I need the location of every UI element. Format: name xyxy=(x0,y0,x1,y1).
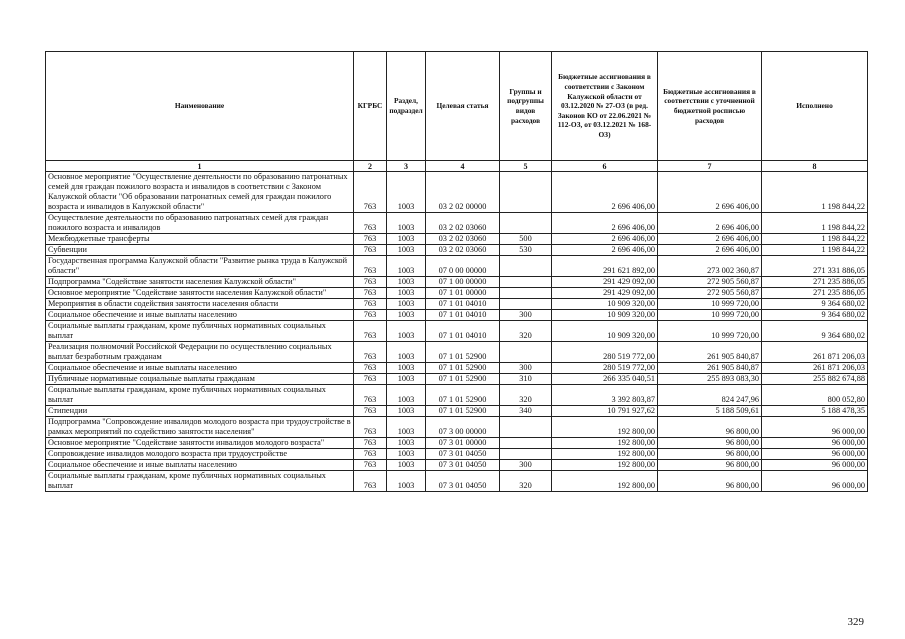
column-number: 4 xyxy=(426,161,500,172)
row-law-allocations-cell: 280 519 772,00 xyxy=(552,342,658,363)
row-target-article-cell: 07 1 01 52900 xyxy=(426,406,500,417)
row-section-cell: 1003 xyxy=(387,245,426,256)
row-section-cell: 1003 xyxy=(387,385,426,406)
table-row xyxy=(46,299,868,310)
row-expense-group-cell xyxy=(500,417,552,438)
row-name-cell: Основное мероприятие "Содействие занятости инвалидов молодого возраста" xyxy=(46,438,354,449)
row-section-cell: 1003 xyxy=(387,172,426,213)
table-row xyxy=(46,460,868,471)
row-name-cell: Социальные выплаты гражданам, кроме публичных нормативных социальных выплат xyxy=(46,321,354,342)
row-target-article-cell: 03 2 02 00000 xyxy=(426,172,500,213)
row-kgrbs-cell: 763 xyxy=(354,417,387,438)
table-row xyxy=(46,245,868,256)
row-section-cell: 1003 xyxy=(387,213,426,234)
header-law-allocations: Бюджетные ассигнования в соответствии с Законом Калужской области от 03.12.2020 № 27-ОЗ (в ред. Законов КО от 22.06.2021 № 112-ОЗ, от 03.12.2021 № 168-ОЗ) xyxy=(552,52,658,161)
row-name-cell: Социальное обеспечение и иные выплаты населению xyxy=(46,460,354,471)
column-number: 6 xyxy=(552,161,658,172)
row-section-cell: 1003 xyxy=(387,438,426,449)
row-expense-group-cell xyxy=(500,438,552,449)
row-kgrbs-cell: 763 xyxy=(354,471,387,492)
row-section-cell: 1003 xyxy=(387,374,426,385)
header-row xyxy=(46,52,868,161)
row-law-allocations-cell: 280 519 772,00 xyxy=(552,363,658,374)
header-expense-group: Группы и подгруппы видов расходов xyxy=(500,52,552,161)
table-row xyxy=(46,234,868,245)
column-number: 7 xyxy=(658,161,762,172)
row-target-article-cell: 07 1 01 52900 xyxy=(426,342,500,363)
table-row xyxy=(46,363,868,374)
column-number-row xyxy=(46,161,868,172)
row-name-cell: Основное мероприятие "Осуществление деятельности по образованию патронатных семей для граждан пожилого возраста и инвалидов в соответствии с Законом Калужской области "Об образовании патронатных семей для граждан пожилого возраста и инвалидов в Калужской области" xyxy=(46,172,354,213)
header-kgrbs: КГРБС xyxy=(354,52,387,161)
row-law-allocations-cell: 192 800,00 xyxy=(552,438,658,449)
row-refined-allocations-cell: 96 800,00 xyxy=(658,417,762,438)
row-section-cell: 1003 xyxy=(387,321,426,342)
row-law-allocations-cell: 192 800,00 xyxy=(552,449,658,460)
row-kgrbs-cell: 763 xyxy=(354,288,387,299)
column-number: 2 xyxy=(354,161,387,172)
row-expense-group-cell: 320 xyxy=(500,321,552,342)
row-executed-cell: 255 882 674,88 xyxy=(762,374,868,385)
row-target-article-cell: 07 3 00 00000 xyxy=(426,417,500,438)
row-law-allocations-cell: 291 429 092,00 xyxy=(552,277,658,288)
column-number: 1 xyxy=(46,161,354,172)
row-kgrbs-cell: 763 xyxy=(354,310,387,321)
row-target-article-cell: 07 3 01 04050 xyxy=(426,471,500,492)
row-name-cell: Социальные выплаты гражданам, кроме публичных нормативных социальных выплат xyxy=(46,471,354,492)
row-kgrbs-cell: 763 xyxy=(354,363,387,374)
table-row xyxy=(46,213,868,234)
row-name-cell: Социальные выплаты гражданам, кроме публичных нормативных социальных выплат xyxy=(46,385,354,406)
row-expense-group-cell: 300 xyxy=(500,363,552,374)
row-expense-group-cell xyxy=(500,288,552,299)
header-name: Наименование xyxy=(46,52,354,161)
row-name-cell: Осуществление деятельности по образованию патронатных семей для граждан пожилого возраста и инвалидов xyxy=(46,213,354,234)
row-section-cell: 1003 xyxy=(387,288,426,299)
row-name-cell: Основное мероприятие "Содействие занятости населения Калужской области" xyxy=(46,288,354,299)
row-expense-group-cell: 310 xyxy=(500,374,552,385)
row-section-cell: 1003 xyxy=(387,256,426,277)
header-target-article: Целевая статья xyxy=(426,52,500,161)
row-expense-group-cell: 340 xyxy=(500,406,552,417)
row-expense-group-cell xyxy=(500,256,552,277)
row-executed-cell: 271 235 886,05 xyxy=(762,288,868,299)
row-law-allocations-cell: 266 335 040,51 xyxy=(552,374,658,385)
row-section-cell: 1003 xyxy=(387,277,426,288)
column-number: 8 xyxy=(762,161,868,172)
row-refined-allocations-cell: 10 999 720,00 xyxy=(658,310,762,321)
row-executed-cell: 9 364 680,02 xyxy=(762,299,868,310)
table-row xyxy=(46,374,868,385)
row-kgrbs-cell: 763 xyxy=(354,234,387,245)
row-target-article-cell: 07 1 01 04010 xyxy=(426,310,500,321)
table-row xyxy=(46,256,868,277)
row-executed-cell: 9 364 680,02 xyxy=(762,310,868,321)
row-target-article-cell: 03 2 02 03060 xyxy=(426,245,500,256)
row-section-cell: 1003 xyxy=(387,460,426,471)
row-kgrbs-cell: 763 xyxy=(354,321,387,342)
row-name-cell: Подпрограмма "Сопровождение инвалидов молодого возраста при трудоустройстве в рамках мероприятий по содействию занятости населения" xyxy=(46,417,354,438)
row-refined-allocations-cell: 96 800,00 xyxy=(658,460,762,471)
row-target-article-cell: 07 3 01 00000 xyxy=(426,438,500,449)
header-executed: Исполнено xyxy=(762,52,868,161)
row-kgrbs-cell: 763 xyxy=(354,213,387,234)
row-name-cell: Социальное обеспечение и иные выплаты населению xyxy=(46,363,354,374)
row-executed-cell: 1 198 844,22 xyxy=(762,213,868,234)
row-name-cell: Государственная программа Калужской области "Развитие рынка труда в Калужской области" xyxy=(46,256,354,277)
row-expense-group-cell: 320 xyxy=(500,385,552,406)
row-expense-group-cell xyxy=(500,172,552,213)
row-name-cell: Стипендии xyxy=(46,406,354,417)
row-executed-cell: 1 198 844,22 xyxy=(762,234,868,245)
table-row xyxy=(46,438,868,449)
row-executed-cell: 96 000,00 xyxy=(762,438,868,449)
row-executed-cell: 800 052,80 xyxy=(762,385,868,406)
row-refined-allocations-cell: 10 999 720,00 xyxy=(658,299,762,310)
row-executed-cell: 261 871 206,03 xyxy=(762,342,868,363)
row-expense-group-cell: 320 xyxy=(500,471,552,492)
column-number: 5 xyxy=(500,161,552,172)
row-kgrbs-cell: 763 xyxy=(354,460,387,471)
row-target-article-cell: 07 1 01 52900 xyxy=(426,374,500,385)
table-row xyxy=(46,172,868,213)
row-refined-allocations-cell: 255 893 083,30 xyxy=(658,374,762,385)
row-law-allocations-cell: 2 696 406,00 xyxy=(552,213,658,234)
row-refined-allocations-cell: 824 247,96 xyxy=(658,385,762,406)
row-kgrbs-cell: 763 xyxy=(354,449,387,460)
row-executed-cell: 96 000,00 xyxy=(762,449,868,460)
row-law-allocations-cell: 10 791 927,62 xyxy=(552,406,658,417)
header-section: Раздел, подраздел xyxy=(387,52,426,161)
row-law-allocations-cell: 192 800,00 xyxy=(552,460,658,471)
row-law-allocations-cell: 10 909 320,00 xyxy=(552,321,658,342)
table-row xyxy=(46,321,868,342)
row-section-cell: 1003 xyxy=(387,417,426,438)
row-section-cell: 1003 xyxy=(387,406,426,417)
row-expense-group-cell: 530 xyxy=(500,245,552,256)
row-kgrbs-cell: 763 xyxy=(354,438,387,449)
row-section-cell: 1003 xyxy=(387,363,426,374)
row-section-cell: 1003 xyxy=(387,449,426,460)
row-name-cell: Мероприятия в области содействия занятости населения области xyxy=(46,299,354,310)
row-executed-cell: 261 871 206,03 xyxy=(762,363,868,374)
row-expense-group-cell xyxy=(500,277,552,288)
row-target-article-cell: 07 1 01 04010 xyxy=(426,299,500,310)
row-law-allocations-cell: 291 429 092,00 xyxy=(552,288,658,299)
row-target-article-cell: 07 1 01 52900 xyxy=(426,363,500,374)
row-kgrbs-cell: 763 xyxy=(354,245,387,256)
row-law-allocations-cell: 192 800,00 xyxy=(552,471,658,492)
row-refined-allocations-cell: 2 696 406,00 xyxy=(658,234,762,245)
table-row xyxy=(46,406,868,417)
table-row xyxy=(46,342,868,363)
row-target-article-cell: 07 1 00 00000 xyxy=(426,277,500,288)
row-kgrbs-cell: 763 xyxy=(354,256,387,277)
row-name-cell: Реализация полномочий Российской Федерации по осуществлению социальных выплат безработным гражданам xyxy=(46,342,354,363)
row-refined-allocations-cell: 273 002 360,87 xyxy=(658,256,762,277)
row-name-cell: Субвенции xyxy=(46,245,354,256)
table-row xyxy=(46,449,868,460)
row-refined-allocations-cell: 261 905 840,87 xyxy=(658,363,762,374)
row-refined-allocations-cell: 261 905 840,87 xyxy=(658,342,762,363)
budget-table xyxy=(45,51,868,492)
row-law-allocations-cell: 291 621 892,00 xyxy=(552,256,658,277)
row-refined-allocations-cell: 272 905 560,87 xyxy=(658,277,762,288)
row-section-cell: 1003 xyxy=(387,299,426,310)
row-expense-group-cell: 300 xyxy=(500,460,552,471)
row-executed-cell: 1 198 844,22 xyxy=(762,245,868,256)
page-number: 329 xyxy=(847,616,864,628)
row-target-article-cell: 07 0 00 00000 xyxy=(426,256,500,277)
row-name-cell: Публичные нормативные социальные выплаты гражданам xyxy=(46,374,354,385)
table-row xyxy=(46,310,868,321)
row-section-cell: 1003 xyxy=(387,342,426,363)
table-row xyxy=(46,385,868,406)
row-law-allocations-cell: 2 696 406,00 xyxy=(552,245,658,256)
row-refined-allocations-cell: 2 696 406,00 xyxy=(658,172,762,213)
row-executed-cell: 96 000,00 xyxy=(762,417,868,438)
row-executed-cell: 96 000,00 xyxy=(762,471,868,492)
column-number: 3 xyxy=(387,161,426,172)
row-executed-cell: 271 235 886,05 xyxy=(762,277,868,288)
row-target-article-cell: 03 2 02 03060 xyxy=(426,234,500,245)
row-law-allocations-cell: 192 800,00 xyxy=(552,417,658,438)
row-refined-allocations-cell: 96 800,00 xyxy=(658,438,762,449)
row-target-article-cell: 07 1 01 00000 xyxy=(426,288,500,299)
row-law-allocations-cell: 3 392 803,87 xyxy=(552,385,658,406)
row-law-allocations-cell: 10 909 320,00 xyxy=(552,310,658,321)
row-executed-cell: 96 000,00 xyxy=(762,460,868,471)
row-refined-allocations-cell: 10 999 720,00 xyxy=(658,321,762,342)
header-refined-allocations: Бюджетные ассигнования в соответствии с уточненной бюджетной росписью расходов xyxy=(658,52,762,161)
table-row xyxy=(46,417,868,438)
row-executed-cell: 9 364 680,02 xyxy=(762,321,868,342)
table-row xyxy=(46,277,868,288)
row-executed-cell: 1 198 844,22 xyxy=(762,172,868,213)
row-target-article-cell: 07 1 01 52900 xyxy=(426,385,500,406)
row-kgrbs-cell: 763 xyxy=(354,374,387,385)
row-name-cell: Подпрограмма "Содействие занятости населения Калужской области" xyxy=(46,277,354,288)
row-kgrbs-cell: 763 xyxy=(354,172,387,213)
row-name-cell: Межбюджетные трансферты xyxy=(46,234,354,245)
row-executed-cell: 271 331 886,05 xyxy=(762,256,868,277)
row-kgrbs-cell: 763 xyxy=(354,299,387,310)
table-row xyxy=(46,288,868,299)
row-kgrbs-cell: 763 xyxy=(354,342,387,363)
row-law-allocations-cell: 2 696 406,00 xyxy=(552,172,658,213)
row-section-cell: 1003 xyxy=(387,234,426,245)
row-refined-allocations-cell: 96 800,00 xyxy=(658,471,762,492)
row-refined-allocations-cell: 2 696 406,00 xyxy=(658,245,762,256)
row-section-cell: 1003 xyxy=(387,310,426,321)
row-expense-group-cell xyxy=(500,299,552,310)
row-refined-allocations-cell: 272 905 560,87 xyxy=(658,288,762,299)
row-expense-group-cell: 500 xyxy=(500,234,552,245)
row-target-article-cell: 03 2 02 03060 xyxy=(426,213,500,234)
row-section-cell: 1003 xyxy=(387,471,426,492)
row-expense-group-cell xyxy=(500,342,552,363)
row-law-allocations-cell: 10 909 320,00 xyxy=(552,299,658,310)
table-row xyxy=(46,471,868,492)
row-law-allocations-cell: 2 696 406,00 xyxy=(552,234,658,245)
row-refined-allocations-cell: 5 188 509,61 xyxy=(658,406,762,417)
row-target-article-cell: 07 1 01 04010 xyxy=(426,321,500,342)
row-kgrbs-cell: 763 xyxy=(354,406,387,417)
row-refined-allocations-cell: 2 696 406,00 xyxy=(658,213,762,234)
row-expense-group-cell xyxy=(500,213,552,234)
row-target-article-cell: 07 3 01 04050 xyxy=(426,460,500,471)
row-kgrbs-cell: 763 xyxy=(354,277,387,288)
row-kgrbs-cell: 763 xyxy=(354,385,387,406)
row-name-cell: Сопровождение инвалидов молодого возраста при трудоустройстве xyxy=(46,449,354,460)
row-refined-allocations-cell: 96 800,00 xyxy=(658,449,762,460)
row-expense-group-cell: 300 xyxy=(500,310,552,321)
row-name-cell: Социальное обеспечение и иные выплаты населению xyxy=(46,310,354,321)
row-executed-cell: 5 188 478,35 xyxy=(762,406,868,417)
row-expense-group-cell xyxy=(500,449,552,460)
row-target-article-cell: 07 3 01 04050 xyxy=(426,449,500,460)
